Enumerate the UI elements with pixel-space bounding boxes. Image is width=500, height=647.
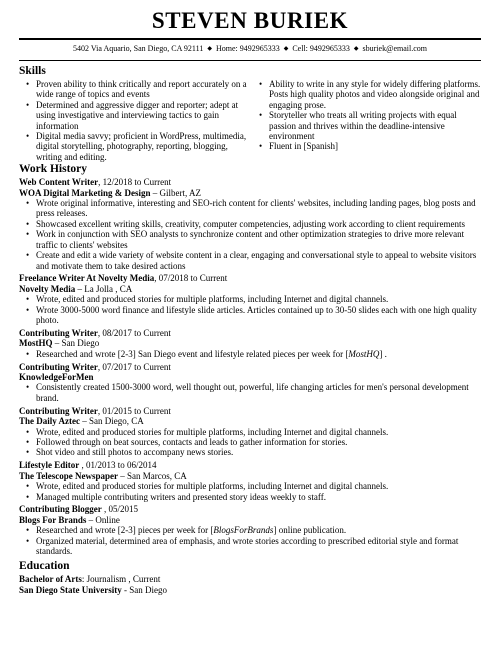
job-entry xyxy=(19,273,481,325)
candidate-name: STEVEN BURIEK xyxy=(151,8,349,33)
skill-item: • Fluent in [Spanish] xyxy=(252,141,481,151)
company-location: – San Marcos, CA xyxy=(118,470,187,481)
contact-rule xyxy=(19,60,481,61)
job-bullet: • Researched and wrote [2-3] San Diego event and lifestyle related pieces per week for [MostHQ] . xyxy=(19,349,481,359)
contact-line xyxy=(0,44,500,53)
company-location: – Gilbert, AZ xyxy=(150,187,201,198)
company-line xyxy=(19,416,481,426)
job-entry xyxy=(19,362,481,404)
company-line xyxy=(19,338,481,348)
school-line xyxy=(19,585,481,596)
work-history-heading: Work History xyxy=(19,163,88,176)
job-title-line xyxy=(19,362,481,372)
company-name: WOA Digital Marketing & Design xyxy=(19,187,151,198)
job-entry xyxy=(19,460,481,502)
diamond-icon: ◆ xyxy=(207,46,212,52)
company-line xyxy=(19,188,481,198)
skills-columns xyxy=(19,79,481,162)
job-bullets xyxy=(19,525,481,556)
job-bullets xyxy=(19,481,481,502)
job-bullets xyxy=(19,349,481,359)
skill-item: • Proven ability to think critically and report accurately on a wide range of topics and events xyxy=(19,79,252,100)
job-bullets xyxy=(19,294,481,325)
resume-content xyxy=(19,64,481,596)
job-dates: , 01/2013 to 06/2014 xyxy=(79,460,157,471)
skills-heading: Skills xyxy=(19,65,46,77)
job-bullet: • Followed through on beat sources, contacts and leads to gather information for stories. xyxy=(19,437,481,447)
job-bullet: • Organized material, determined area of emphasis, and wrote stories according to prescribed editorial style and format standards. xyxy=(19,536,481,557)
degree-field: : Journalism , Current xyxy=(81,573,161,584)
job-entry xyxy=(19,328,481,359)
job-title: Contributing Writer xyxy=(19,361,98,372)
company-line xyxy=(19,471,481,481)
skill-item: • Ability to write in any style for widely differing platforms. Posts high quality photos and video alongside original and engaging prose. xyxy=(252,79,481,110)
job-bullet: • Wrote, edited and produced stories for multiple platforms, including Internet and digital channels. xyxy=(19,294,481,304)
job-bullet: • Create and edit a wide variety of website content in a clear, engaging and conversational style to appeal to website visitors and motivate them to take desired actions xyxy=(19,250,481,271)
education-heading: Education xyxy=(19,559,70,572)
skill-item: • Digital media savvy; proficient in WordPress, multimedia, digital storytelling, photography, reporting, blogging, writing and editing. xyxy=(19,131,252,162)
diamond-icon: ◆ xyxy=(283,46,289,52)
job-title: Contributing Blogger xyxy=(19,504,102,515)
company-line xyxy=(19,372,481,382)
degree: Bachelor of Arts xyxy=(19,573,82,584)
job-title: Lifestyle Editor xyxy=(19,460,80,471)
job-bullets xyxy=(19,427,481,458)
company-name: Novelty Media xyxy=(19,283,76,294)
job-entry xyxy=(19,177,481,271)
job-dates: , 12/2018 to Current xyxy=(98,177,172,188)
job-dates: , 01/2015 to Current xyxy=(97,405,171,416)
job-title-line xyxy=(19,273,481,283)
job-title: Contributing Writer xyxy=(19,405,98,416)
company-location: – San Diego xyxy=(52,338,100,349)
job-bullet: • Wrote, edited and produced stories for multiple platforms, including Internet and digital channels. xyxy=(19,481,481,491)
skills-left-list xyxy=(19,79,252,162)
publication-name: MostHQ xyxy=(348,348,380,359)
job-dates: , 08/2017 to Current xyxy=(97,327,171,338)
job-title: Freelance Writer At Novelty Media xyxy=(19,273,155,284)
company-line xyxy=(19,515,481,525)
job-bullet: • Shot video and still photos to accompany news stories. xyxy=(19,447,481,457)
job-bullets xyxy=(19,382,481,403)
job-title-line xyxy=(19,328,481,338)
cell-phone: Cell: 9492965333 xyxy=(292,44,350,53)
job-bullet: • Showcased excellent writing skills, creativity, computer competencies, adjusting work according to client requirements xyxy=(19,219,481,229)
job-title-line xyxy=(19,504,481,514)
company-name: MostHQ xyxy=(19,338,53,349)
job-dates: , 07/2018 to Current xyxy=(154,273,228,284)
company-location: – Online xyxy=(86,514,120,525)
job-entry xyxy=(19,504,481,556)
job-dates: , 05/2015 xyxy=(101,504,139,515)
address: 5402 Via Aquario, San Diego, CA 92111 xyxy=(72,44,204,53)
company-name: KnowledgeForMen xyxy=(19,372,94,383)
skill-item: • Determined and aggressive digger and reporter; adept at using investigative and interviewing tactics to gain information xyxy=(19,100,252,131)
company-name: The Telescope Newspaper xyxy=(19,470,118,481)
education-entry xyxy=(19,574,481,596)
email: sburiek@email.com xyxy=(362,44,427,53)
school-location: - San Diego xyxy=(121,584,167,595)
company-location: – La Jolla , CA xyxy=(75,283,133,294)
job-entry xyxy=(19,406,481,458)
job-bullet: • Managed multiple contributing writers and presented story ideas weekly to staff. xyxy=(19,492,481,502)
header-rule xyxy=(19,38,481,40)
job-bullet: • Researched and wrote [2-3] pieces per week for [BlogsForBrands] online publication. xyxy=(19,525,481,535)
company-name: Blogs For Brands xyxy=(19,514,87,525)
company-name: The Daily Aztec xyxy=(19,416,80,427)
job-bullet: • Wrote original informative, interesting and SEO-rich content for clients' websites, including landing pages, blog posts and press releases. xyxy=(19,198,481,219)
job-bullet: • Wrote 3000-5000 word finance and lifestyle slide articles. Articles contained up to 30-50 slides each with one high quality photo. xyxy=(19,305,481,326)
job-title-line xyxy=(19,177,481,187)
diamond-icon: ◆ xyxy=(353,46,359,52)
company-line xyxy=(19,284,481,294)
school-name: San Diego State University xyxy=(19,584,122,595)
job-title-line xyxy=(19,460,481,470)
degree-line xyxy=(19,574,481,585)
job-title-line xyxy=(19,406,481,416)
publication-name: BlogsForBrands xyxy=(213,525,274,536)
job-title: Web Content Writer xyxy=(19,177,99,188)
skill-item: • Storyteller who treats all writing projects with equal passion and thrives within the deadline-intensive environment xyxy=(252,110,481,141)
job-bullet: • Consistently created 1500-3000 word, well thought out, powerful, life changing articles for men's personal development brand. xyxy=(19,382,481,403)
skills-right-list xyxy=(252,79,481,162)
job-dates: , 07/2017 to Current xyxy=(97,361,171,372)
company-location: – San Diego, CA xyxy=(80,416,144,427)
work-history-list xyxy=(19,177,481,556)
home-phone: Home: 9492965333 xyxy=(215,44,280,53)
job-bullet: • Work in conjunction with SEO analysts to synchronize content and other optimization strategies to drive more relevant traffic to clients' websites xyxy=(19,229,481,250)
job-bullets xyxy=(19,198,481,271)
job-title: Contributing Writer xyxy=(19,327,98,338)
job-bullet: • Wrote, edited and produced stories for multiple platforms, including Internet and digital channels. xyxy=(19,427,481,437)
